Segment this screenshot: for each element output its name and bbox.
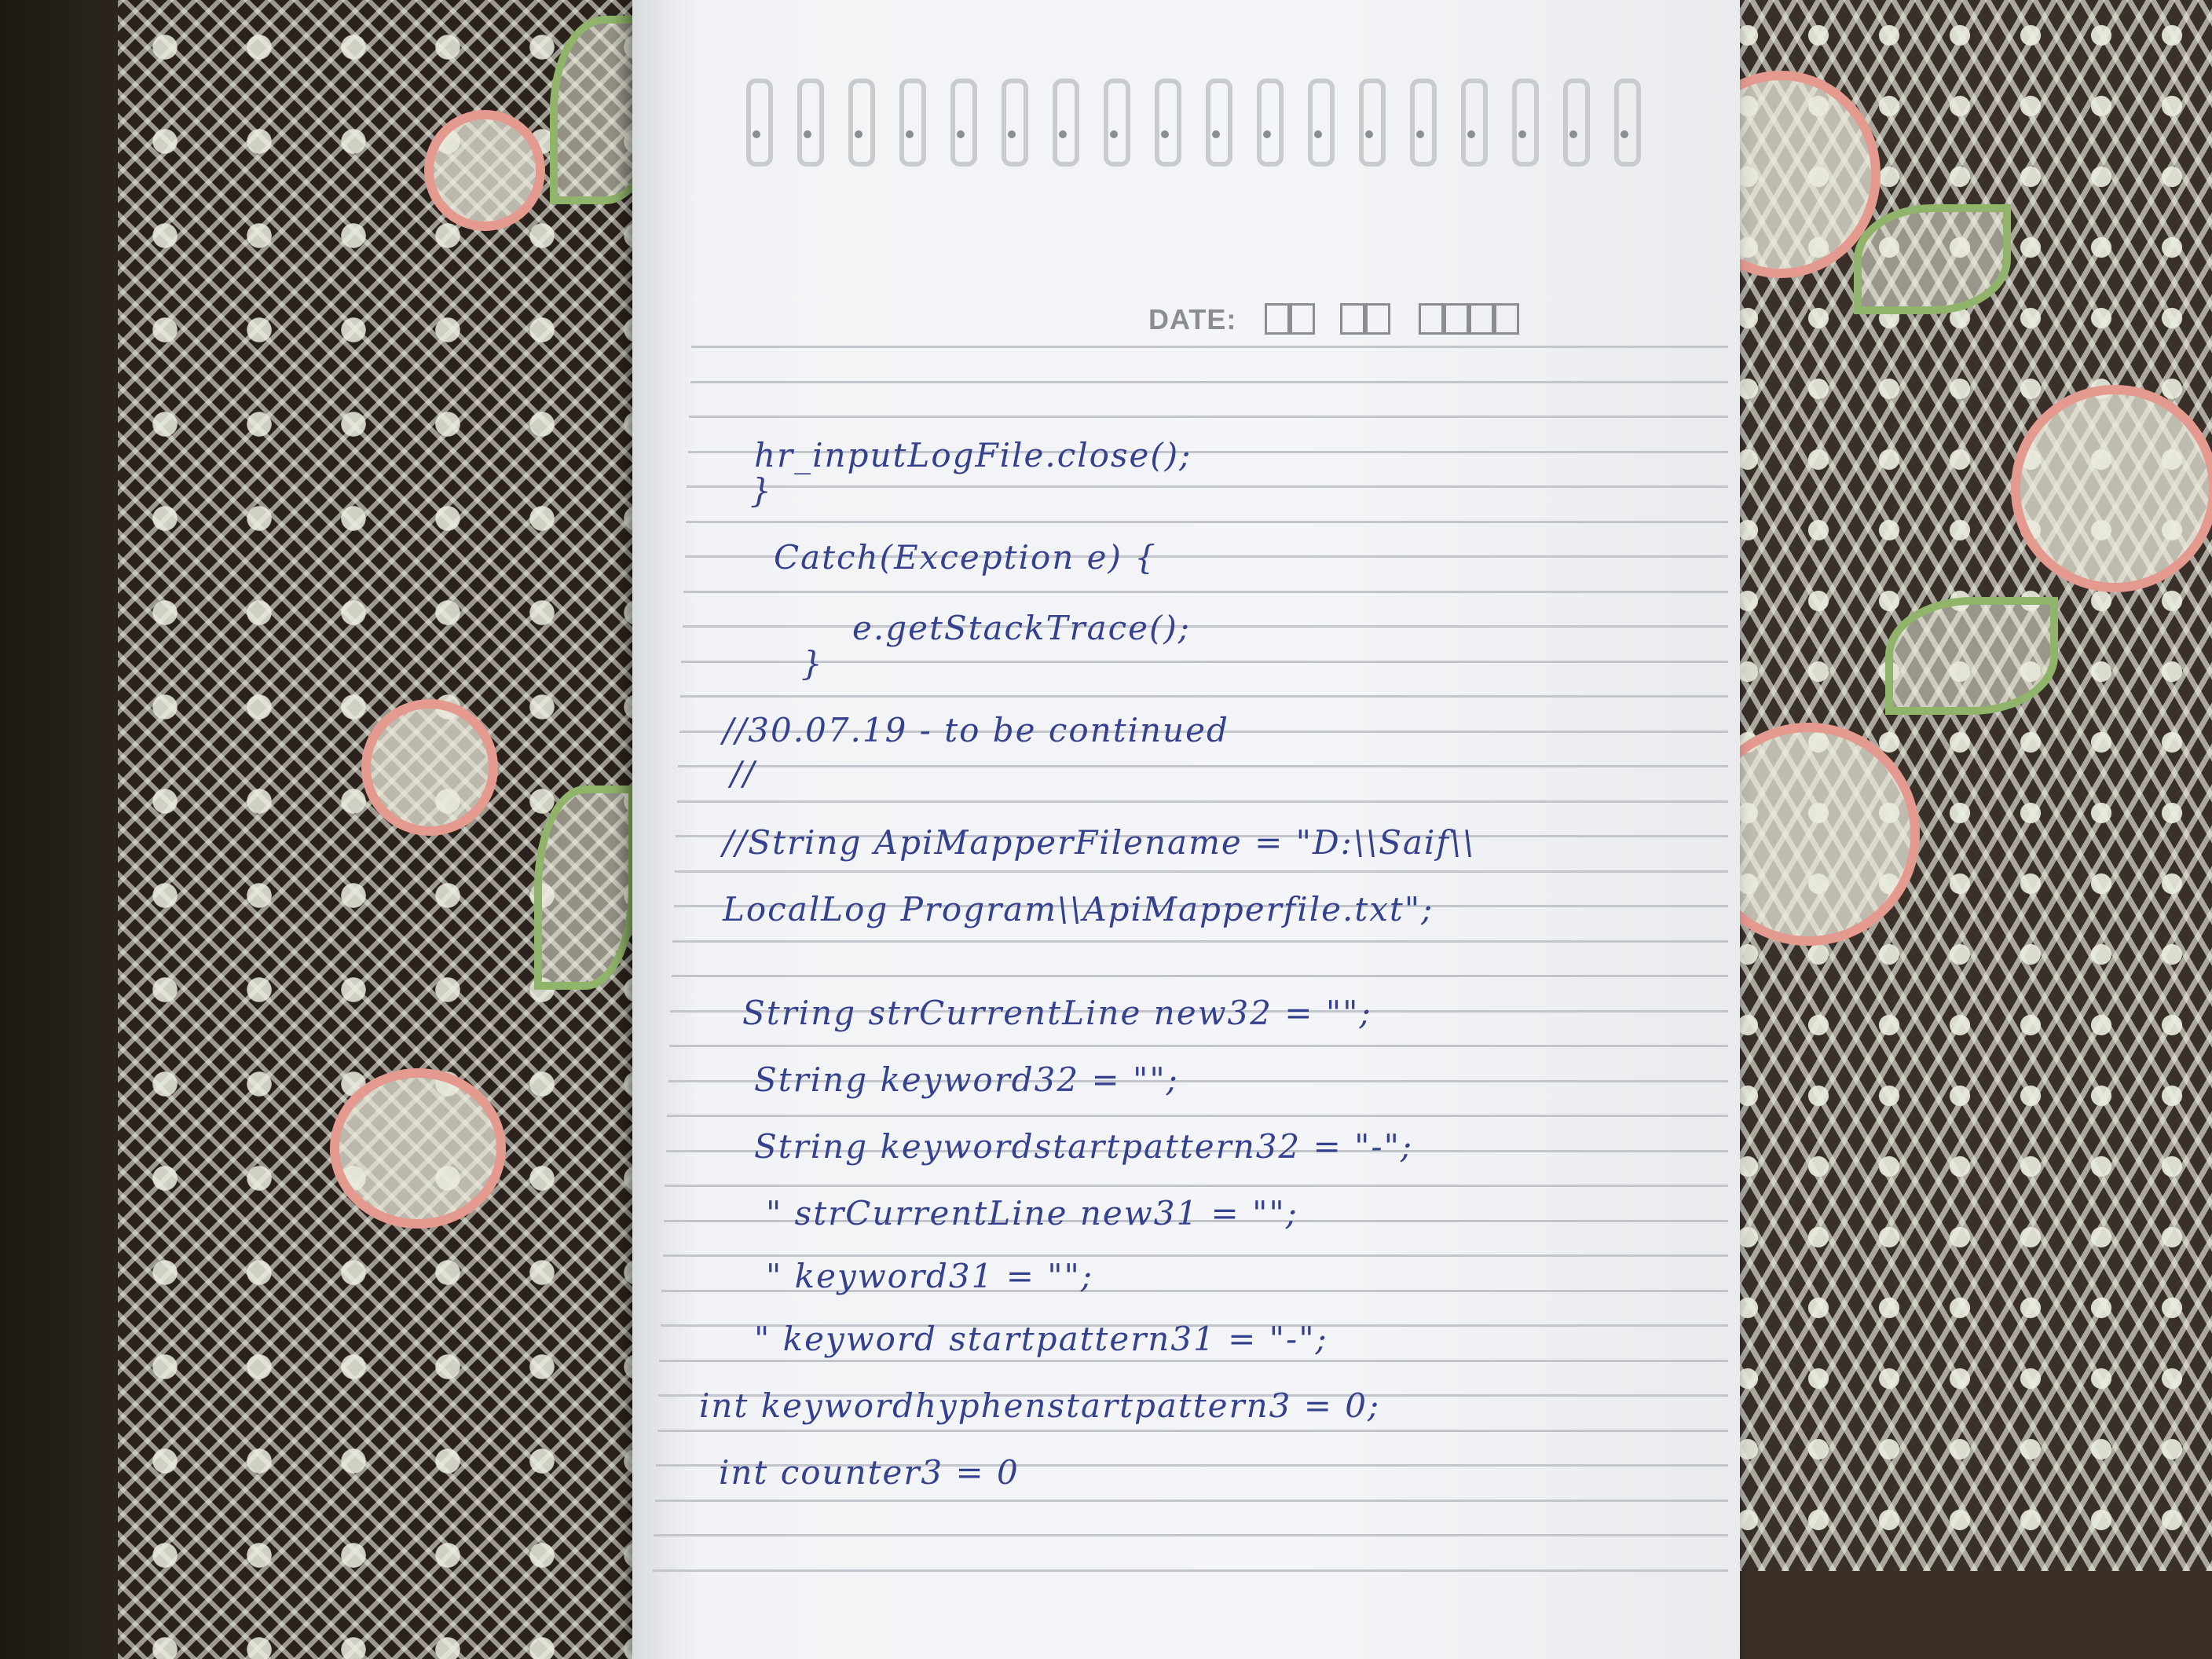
lace-leaf [1854,204,2011,314]
date-box [1444,303,1469,335]
spiral-ring [1563,79,1590,167]
ruled-line [672,975,1728,977]
ruled-line [675,870,1728,873]
spiral-ring [1308,79,1335,167]
spiral-ring [797,79,824,167]
lace-leaf [534,786,636,990]
spiral-ring [899,79,926,167]
ruled-line [677,800,1728,803]
handwritten-line: hr_inputLogFile.close(); [754,436,1192,474]
handwritten-line: String strCurrentLine new32 = ""; [742,994,1372,1032]
handwritten-line: //30.07.19 - to be continued [723,711,1229,749]
handwritten-line: String keyword32 = ""; [754,1060,1179,1099]
ruled-line [689,416,1728,418]
spiral-ring [1257,79,1284,167]
spiral-ring [1155,79,1181,167]
ruled-line [687,485,1728,488]
ruled-line [653,1569,1728,1572]
spiral-ring [1053,79,1079,167]
spiral-ring [950,79,977,167]
ruled-line [659,1360,1728,1362]
ruled-line [686,521,1728,523]
spiral-ring [1206,79,1232,167]
date-box [1265,303,1290,335]
date-box [1419,303,1444,335]
spiral-ring [848,79,875,167]
date-box [1365,303,1390,335]
ruled-line [657,1430,1728,1432]
handwritten-line: //String ApiMapperFilename = "D:\\Saif\\ [723,823,1476,862]
spiral-ring [746,79,773,167]
ruled-line [683,625,1728,628]
handwritten-line: int counter3 = 0 [719,1453,1020,1492]
handwritten-line: } [750,471,773,510]
ruled-line [681,661,1728,663]
spiral-ring [1461,79,1488,167]
handwritten-line: " strCurrentLine new31 = ""; [766,1194,1298,1232]
handwritten-line: } [801,644,824,683]
handwritten-line: String keywordstartpattern32 = "-"; [754,1127,1414,1166]
ruled-line [690,381,1728,383]
date-box [1494,303,1519,335]
handwritten-line: int keywordhyphenstartpattern3 = 0; [699,1386,1381,1425]
ruled-line [669,1045,1728,1047]
handwritten-line: " keyword31 = ""; [766,1257,1094,1295]
lace-leaf [1885,597,2058,715]
date-box [1290,303,1315,335]
handwritten-line: LocalLog Program\\ApiMapperfile.txt"; [723,890,1434,928]
ruled-line [680,695,1728,698]
handwritten-line: " keyword startpattern31 = "-"; [754,1320,1328,1358]
spiral-ring [1104,79,1130,167]
handwritten-line: e.getStackTrace(); [852,609,1191,647]
spiral-ring [1359,79,1386,167]
ruled-line [654,1534,1728,1536]
spiral-ring [1614,79,1641,167]
spiral-ring [1512,79,1539,167]
ruled-line [678,765,1728,767]
ruled-line [683,591,1728,593]
spiral-ring [1410,79,1437,167]
ruled-line [691,346,1728,348]
lace-flower [330,1068,506,1229]
ruled-line [667,1115,1728,1117]
ruled-line [672,940,1728,943]
date-box [1340,303,1365,335]
lace-flower [424,110,545,231]
date-box [1469,303,1494,335]
ruled-line [655,1500,1728,1502]
lace-flower [2011,385,2212,592]
date-label: DATE: [1148,303,1237,335]
handwritten-line: // [731,754,756,793]
spiral-ring [1002,79,1028,167]
lace-flower [361,699,498,836]
ruled-line [665,1185,1728,1187]
handwritten-line: Catch(Exception e) { [774,538,1157,577]
